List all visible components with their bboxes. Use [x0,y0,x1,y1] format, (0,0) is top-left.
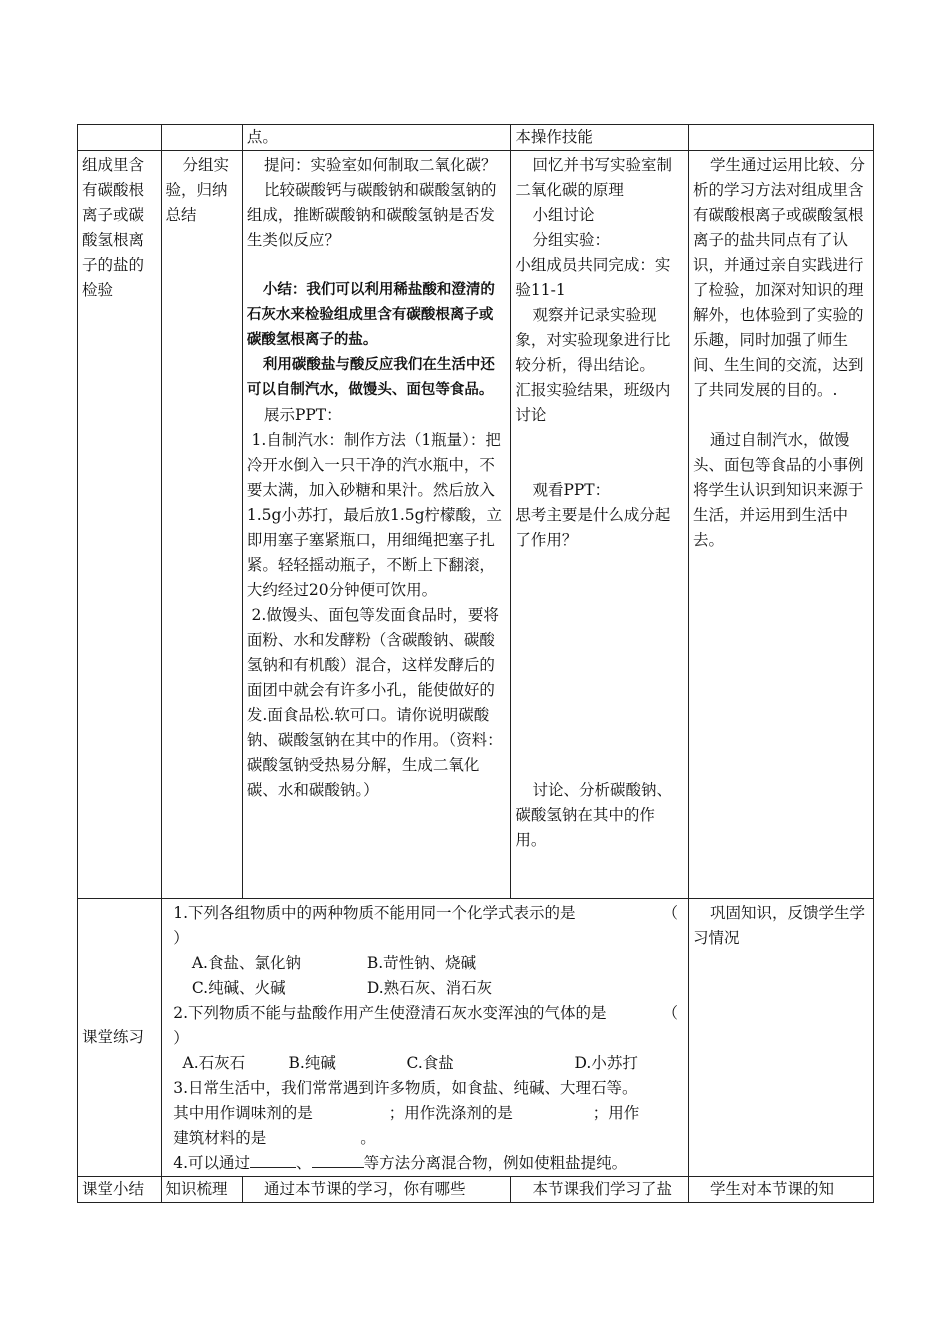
blank-line [250,1153,296,1168]
teacher-question-2: 比较碳酸钙与碳酸钠和碳酸氢钠的组成，推断碳酸钠和碳酸氢钠是否发生类似反应？ [246,181,497,249]
option-a: A.食盐、氯化钠 [191,954,301,972]
option-a: A.石灰石 [182,1054,246,1072]
design-intent-1: 学生通过运用比较、分析的学习方法对组成里含有碳酸根离子或碳酸氢根离子的盐共同点有了认识，并通过亲自实践进行了检验，加深对知识的理解外，也体验到了实验的乐趣，同时加强了师生间、生生间的交流，达到了共同发展的目的。. [692,156,866,399]
practice-intent: 巩固知识，反馈学生学习情况 [692,904,866,947]
option-d: D.熟石灰、消石灰 [366,979,493,997]
student-group-discuss: 小组讨论 [532,206,595,224]
cell-empty [78,125,162,151]
cell-continued-text: 点。 [242,125,511,151]
question-2-text: 2.下列物质不能与盐酸作用产生使澄清石灰水变浑浊的气体的是 [173,1004,607,1022]
student-discuss: 讨论、分析碳酸钠、碳酸氢钠在其中的作用。 [515,781,672,849]
cell-continued-text: 本操作技能 [511,125,689,151]
cell-empty [161,125,242,151]
summary-label: 课堂小结 [82,1180,145,1198]
q3-part-d: 建筑材料的是 [173,1129,267,1147]
q4-part-c: 等方法分离混合物，例如使粗盐提纯。 [363,1154,628,1172]
student-members: 小组成员共同完成：实验11-1 [515,256,671,299]
student-report: 汇报实验结果，班级内讨论 [515,381,671,424]
lesson-plan-table [77,124,874,1203]
student-recall: 回忆并书写实验室制二氧化碳的原理 [515,156,672,199]
question-2-paren: （ [662,1004,678,1022]
q4-part-b: 、 [296,1154,312,1172]
summary-method: 知识梳理 [165,1180,228,1198]
question-1-text: 1.下列各组物质中的两种物质不能用同一个化学式表示的是 [173,904,576,922]
question-2-options [166,1051,684,1076]
student-think: 思考主要是什么成分起了作用？ [515,506,671,549]
summary-student: 本节课我们学习了盐 [532,1180,672,1198]
practice-label: 课堂练习 [82,1028,145,1046]
design-intent-2: 通过自制汽水，做馒头、面包等食品的小事例将学生认识到知识来源于生活，并运用到生活中去。 [692,431,864,549]
q3-part-b: ；用作洗涤剂的是 [388,1104,513,1122]
q4-part-a: 4.可以通过 [173,1154,251,1172]
question-1-options-row2 [166,976,684,1001]
summary-teacher: 通过本节课的学习，你有哪些 [263,1180,466,1198]
table-row-practice [78,899,874,1177]
question-3-line2 [166,1101,684,1126]
ppt-item-1: 1.自制汽水：制作方法（1瓶量）：把冷开水倒入一只干净的汽水瓶中，不要太满，加入砂糖和果汁。然后放入1.5g小苏打，最后放1.5g柠檬酸，立即用塞子塞紧瓶口，用细绳把塞子扎紧。轻轻摇动瓶子，不断上下翻滚，大约经过20分钟便可饮用。 [246,431,503,599]
option-c: C.纯碱、火碱 [191,979,286,997]
question-1-options-row1 [166,951,684,976]
question-3-line3 [166,1126,684,1151]
question-4 [166,1151,684,1176]
ppt-title: 展示PPT： [263,406,342,424]
question-1-close: ） [173,929,189,947]
student-group-exp: 分组实验： [532,231,610,249]
q3-part-c: ；用作 [592,1104,640,1122]
question-2 [166,1001,684,1051]
method-label: 分组实验，归纳总结 [165,156,230,224]
question-1-paren: （ [662,904,678,922]
cell-empty [688,125,873,151]
summary-intent: 学生对本节课的知 [710,1180,835,1198]
teacher-summary-1: 小结：我们可以利用稀盐酸和澄清的石灰水来检验组成里含有碳酸根离子或碳酸氢根离子的盐。 [246,282,495,348]
table-row-summary [78,1177,874,1203]
topic-label: 组成里含有碳酸根离子或碳酸氢根离子的盐的检验 [82,156,145,299]
question-1 [166,901,684,951]
student-observe: 观察并记录实验现象，对实验现象进行比较分析，得出结论。 [515,306,671,374]
student-watch-ppt: 观看PPT： [532,481,611,499]
q3-part-a: 其中用作调味剂的是 [173,1104,313,1122]
table-row-continued [78,125,874,151]
option-c: C.食盐 [406,1054,454,1072]
question-2-close: ） [173,1029,189,1047]
option-b: B.苛性钠、烧碱 [366,954,477,972]
teacher-question-1: 提问：实验室如何制取二氧化碳？ [263,156,497,174]
blank-line [312,1153,364,1168]
table-row-carbonate-test [78,151,874,899]
option-b: B.纯碱 [288,1054,336,1072]
option-d: D.小苏打 [574,1054,638,1072]
q3-part-e: 。 [360,1129,376,1147]
teacher-summary-2: 利用碳酸盐与酸反应我们在生活中还可以自制汽水，做馒头、面包等食品。 [246,357,495,398]
question-3-line1: 3.日常生活中，我们常常遇到许多物质，如食盐、纯碱、大理石等。 [173,1079,638,1097]
ppt-item-2: 2.做馒头、面包等发面食品时，要将面粉、水和发酵粉（含碳酸钠、碳酸氢钠和有机酸）混合，这样发酵后的面团中就会有许多小孔，能使做好的发.面食品松.软可口。请你说明碳酸钠、碳酸氢钠在其中的作用。（资料：碳酸氢钠受热易分解，生成二氧化碳、水和碳酸钠。） [246,606,503,799]
